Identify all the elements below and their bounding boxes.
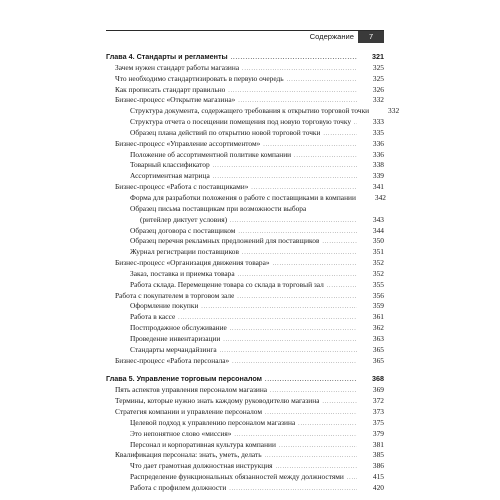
toc-entry-title: Стратегия компании и управление персоналом: [115, 407, 263, 416]
toc-entry: [106, 117, 384, 128]
toc-entry: [106, 193, 384, 204]
toc-page-number: 363: [372, 333, 384, 343]
toc-dot-leader: [323, 130, 357, 140]
toc-dot-leader: [322, 398, 357, 408]
toc-entry: [106, 440, 384, 451]
toc-dot-leader: [294, 152, 357, 162]
toc-entry-title: Проведение инвентаризации: [130, 333, 221, 343]
toc-page-number: 361: [372, 312, 384, 322]
toc-entry-title: Стандарты мерчандайзинга: [130, 344, 217, 354]
toc-entry-title: Положение об ассортиментной политике компании: [130, 149, 292, 159]
toc-dot-leader: [228, 87, 357, 97]
toc-entry-title: Термины, которые нужно знать каждому руководителю магазина: [115, 396, 320, 406]
toc-page-number: 420: [372, 482, 384, 492]
toc-entry-title: Работа с покупателем в торговом зале: [115, 290, 235, 300]
toc-entry-title: Товарный классификатор: [130, 160, 210, 170]
toc-page-number: 368: [372, 374, 384, 384]
toc-entry-title: Работа склада. Перемещение товара со склада в торговый зал: [130, 279, 324, 289]
toc-page-number: 381: [372, 439, 384, 449]
toc-page-number: 375: [372, 417, 384, 427]
toc-entry: [106, 356, 384, 367]
page-number-badge: 7: [358, 31, 384, 43]
toc-page-number: 332: [388, 106, 400, 116]
toc-dot-leader: [322, 238, 357, 248]
toc-entry-title: Бизнес-процесс «Управление ассортиментом»: [115, 138, 261, 148]
toc-entry-title: Что дает грамотная должностная инструкция: [130, 461, 273, 471]
table-of-contents: [106, 52, 400, 494]
toc-entry-title: Целевой подход к управлению персоналом магазина: [130, 417, 296, 427]
toc-page-number: 372: [372, 396, 384, 406]
toc-entry-title: Заказ, поставка и приемка товара: [130, 268, 235, 278]
toc-dot-leader: [229, 485, 357, 495]
toc-page-number: 365: [372, 355, 384, 365]
toc-page-number: 342: [374, 192, 386, 202]
toc-page-number: 325: [372, 73, 384, 83]
toc-entry: [106, 215, 384, 226]
toc-entry: [106, 150, 384, 161]
toc-dot-leader: [347, 474, 357, 484]
toc-entry: [106, 301, 384, 312]
toc-entry-title: Образец письма поставщикам при возможности выбора: [130, 203, 307, 213]
toc-page-number: 343: [372, 214, 384, 224]
toc-page-number: 321: [372, 52, 384, 61]
toc-entry-title: Образец договора с поставщиком: [130, 225, 236, 235]
toc-entry: [106, 106, 400, 117]
toc-page-number: 344: [372, 225, 384, 235]
toc-entry: [106, 171, 384, 182]
toc-page-number: 355: [372, 279, 384, 289]
toc-page-number: 335: [372, 127, 384, 137]
toc-dot-leader: [237, 293, 357, 303]
toc-entry-title: Что необходимо стандартизировать в первую очередь: [115, 73, 284, 83]
toc-entry-title: Глава 4. Стандарты и регламенты: [106, 52, 228, 61]
toc-page-number: 338: [372, 160, 384, 170]
toc-dot-leader: [327, 282, 357, 292]
toc-page-number: 369: [372, 385, 384, 395]
toc-entry: [106, 247, 384, 258]
toc-entry: [106, 345, 384, 356]
toc-entry-title: Пять аспектов управления персоналом магазина: [115, 385, 268, 395]
toc-page-number: 415: [372, 472, 384, 482]
toc-dot-leader: [273, 260, 357, 270]
toc-dot-leader: [230, 217, 357, 227]
toc-dot-leader: [232, 358, 357, 368]
toc-entry: [106, 182, 384, 193]
toc-page-number: 351: [372, 247, 384, 257]
toc-dot-leader: [231, 53, 357, 63]
toc-entry: [106, 429, 384, 440]
toc-page-number: 325: [372, 62, 384, 72]
toc-entry: [106, 385, 384, 396]
toc-entry-title: Персонал и корпоративная культура компании: [130, 439, 276, 449]
toc-entry-title: Зачем нужен стандарт работы магазина: [115, 62, 240, 72]
toc-entry: [106, 418, 384, 429]
toc-entry-title: Образец перечня рекламных предложений для поставщиков: [130, 236, 320, 246]
toc-entry: [106, 74, 384, 85]
toc-entry: [106, 139, 384, 150]
toc-page-number: 326: [372, 84, 384, 94]
toc-dot-leader: [298, 420, 357, 430]
toc-entry-title: Это непонятное слово «миссия»: [130, 428, 232, 438]
toc-entry-title: Бизнес-процесс «Работа персонала»: [115, 355, 230, 365]
toc-chapter-entry: [106, 52, 384, 63]
toc-dot-leader: [354, 119, 357, 129]
toc-entry-title: Бизнес-процесс «Работа с поставщиками»: [115, 182, 249, 192]
toc-page-number: 339: [372, 171, 384, 181]
toc-entry-title: Распределение функциональных обязанностей между должностями: [130, 472, 344, 482]
toc-dot-leader: [223, 336, 357, 346]
toc-page-number: 385: [372, 450, 384, 460]
running-header-title: Содержание: [309, 32, 354, 41]
toc-entry-title: Как прописать стандарт правильно: [115, 84, 226, 94]
toc-entry-title: Ассортиментная матрица: [130, 171, 210, 181]
toc-dot-leader: [279, 442, 357, 452]
toc-entry-title: Постпродажное обслуживание: [130, 323, 227, 333]
toc-page-number: 336: [372, 149, 384, 159]
toc-page-number: 352: [372, 258, 384, 268]
toc-entry: [106, 472, 384, 483]
toc-dot-leader: [220, 347, 357, 357]
toc-entry-title: Образец плана действий по открытию новой торговой точки: [130, 127, 321, 137]
toc-entry: [106, 128, 384, 139]
toc-page-number: 333: [372, 117, 384, 127]
toc-entry: [106, 461, 384, 472]
toc-page-number: 365: [372, 344, 384, 354]
toc-entry: [106, 63, 384, 74]
toc-page-number: 362: [372, 323, 384, 333]
toc-page-number: 350: [372, 236, 384, 246]
toc-dot-leader: [265, 375, 357, 385]
toc-dot-leader: [201, 303, 357, 313]
toc-page-number: 332: [372, 95, 384, 105]
toc-page-number: 386: [372, 461, 384, 471]
toc-entry-title: Структура отчета о посещении помещения под новую торговую точку: [130, 117, 352, 127]
toc-entry-title: Форма для разработки положения о работе с поставщиками в компании: [130, 192, 356, 202]
toc-entry-title: Глава 5. Управление торговым персоналом: [106, 374, 262, 384]
toc-page-number: 359: [372, 301, 384, 311]
toc-entry-title: Структура документа, содержащего требования к открытию торговой точки: [130, 106, 370, 116]
toc-page-number: 352: [372, 268, 384, 278]
toc-entry: [106, 236, 384, 247]
toc-entry: [106, 407, 384, 418]
toc-page-number: 336: [372, 138, 384, 148]
toc-page-number: 341: [372, 182, 384, 192]
toc-entry-title: Бизнес-процесс «Открытие магазина»: [115, 95, 236, 105]
toc-entry: [106, 269, 384, 280]
toc-entry: [106, 160, 384, 171]
toc-entry: [106, 85, 384, 96]
toc-page-number: 356: [372, 290, 384, 300]
toc-entry: [106, 204, 384, 215]
toc-entry: [106, 323, 384, 334]
toc-dot-leader: [213, 162, 357, 172]
toc-entry-title: Журнал регистрации поставщиков: [130, 247, 239, 257]
toc-entry: [106, 312, 384, 323]
toc-entry-title: Оформление покупки: [130, 301, 199, 311]
toc-dot-leader: [287, 76, 357, 86]
toc-entry: [106, 226, 384, 237]
toc-entry-title: Бизнес-процесс «Организация движения товара»: [115, 258, 270, 268]
toc-entry: [106, 334, 384, 345]
toc-entry-title: Квалификация персонала: знать, уметь, делать: [115, 450, 262, 460]
toc-entry: [106, 291, 384, 302]
toc-entry: [106, 258, 384, 269]
toc-entry: [106, 95, 384, 106]
toc-entry-title: (ритейлер диктует условия): [140, 214, 228, 224]
toc-entry-title: Работа в кассе: [130, 312, 176, 322]
toc-page-number: 373: [372, 407, 384, 416]
toc-chapter-entry: [106, 374, 384, 385]
toc-entry: [106, 450, 384, 461]
toc-dot-leader: [265, 452, 357, 462]
toc-page-number: 379: [372, 428, 384, 438]
toc-dot-leader: [230, 325, 357, 335]
toc-entry: [106, 280, 384, 291]
toc-entry: [106, 483, 384, 494]
toc-entry: [106, 396, 384, 407]
toc-entry-title: Работа с профилем должности: [130, 482, 227, 492]
